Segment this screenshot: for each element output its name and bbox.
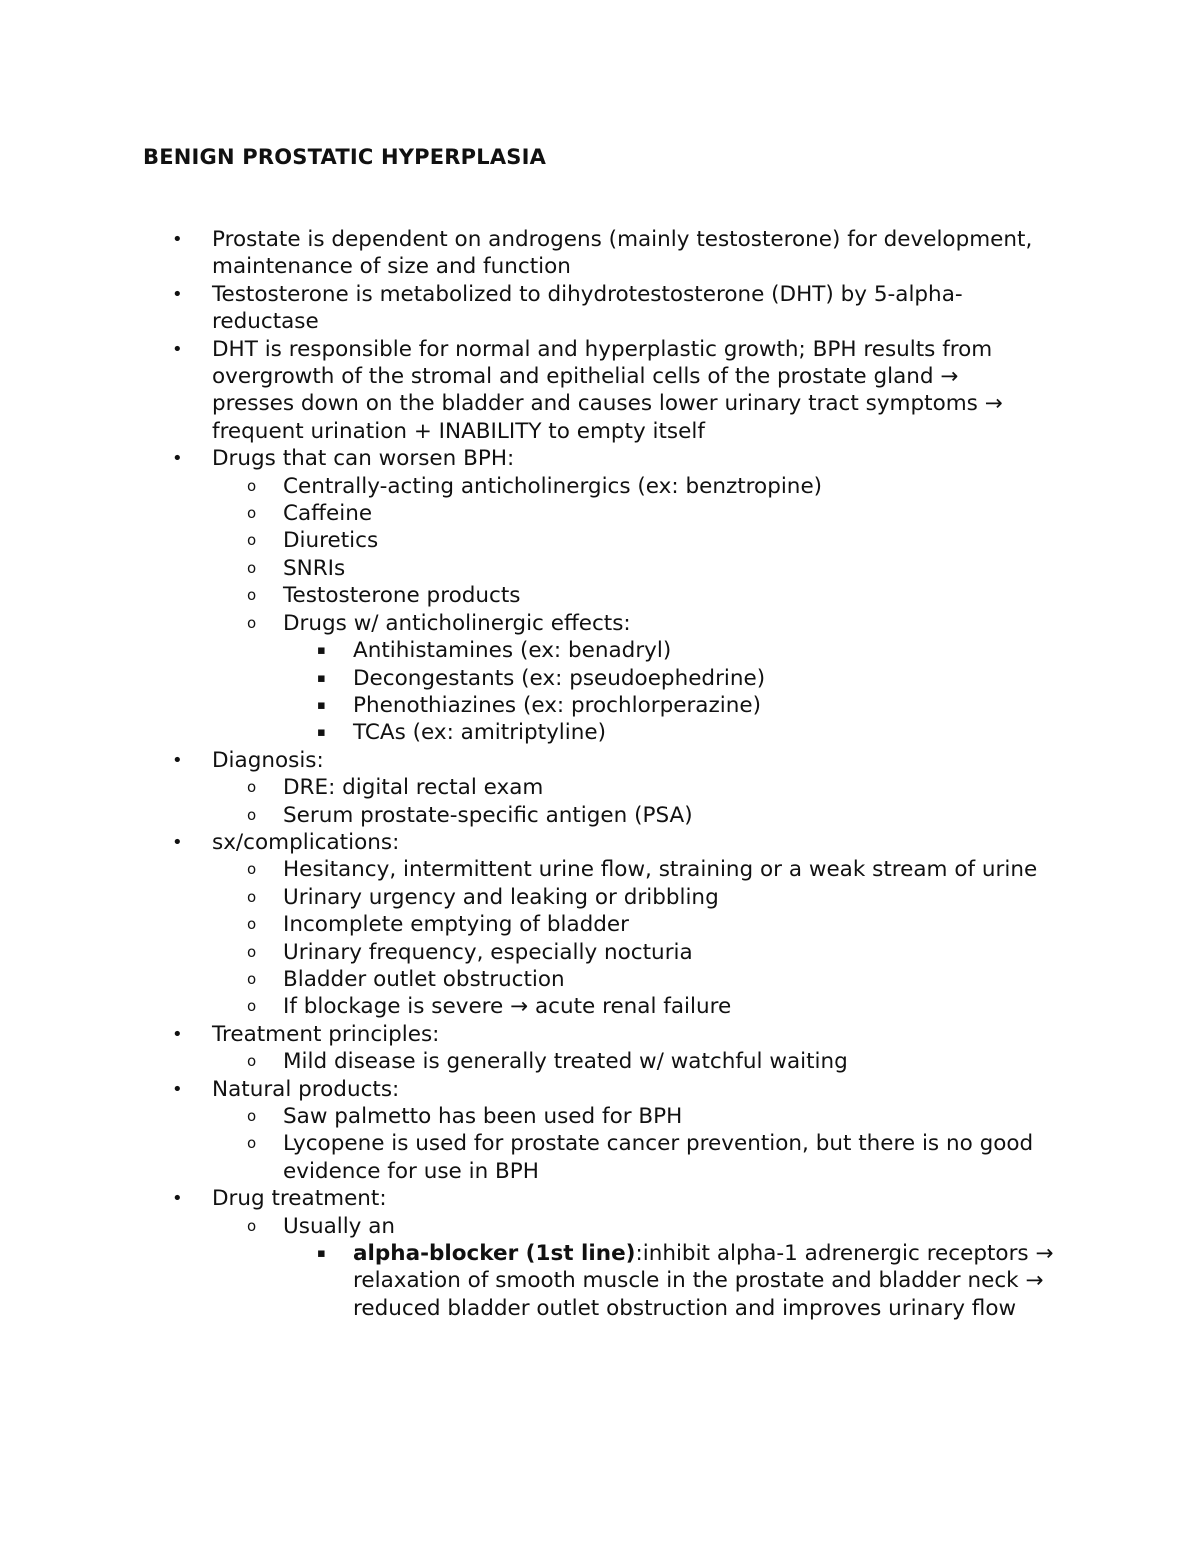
- sub-list-item: [0, 473, 1053, 500]
- list-item: [0, 747, 1042, 774]
- alpha-blocker-term: alpha-blocker (1st line): [353, 1241, 636, 1267]
- list-item: [0, 1185, 1042, 1212]
- circle-bullet-icon: o: [247, 969, 257, 988]
- bullet-icon: •: [172, 1023, 183, 1045]
- sub-list-item: [0, 939, 1053, 966]
- circle-bullet-icon: o: [247, 613, 257, 632]
- item-text: Urinary urgency and leaking or dribbling: [283, 884, 719, 910]
- circle-bullet-icon: o: [247, 997, 257, 1016]
- sub-list-item: [0, 856, 1053, 883]
- sub-list-item: [0, 802, 1053, 829]
- item-text: Treatment principles:: [212, 1021, 440, 1047]
- document-body: [0, 226, 1200, 1322]
- outline-list: [0, 226, 1200, 1322]
- item-text: Testosterone products: [283, 583, 521, 609]
- sub-list-item: [0, 774, 1053, 801]
- item-text: Usually an: [283, 1213, 396, 1239]
- sub-list-item: [0, 1130, 1053, 1185]
- bullet-icon: •: [172, 831, 183, 853]
- sub-list-item: [0, 1213, 1053, 1240]
- item-text: TCAs (ex: amitriptyline): [353, 720, 606, 746]
- sub-list-item: [0, 582, 1053, 609]
- sub-sub-list-item: [0, 665, 1063, 692]
- item-text: Decongestants (ex: pseudoephedrine): [353, 665, 766, 691]
- list-item: [0, 226, 1042, 281]
- list-item: [0, 445, 1042, 472]
- circle-bullet-icon: o: [247, 1052, 257, 1071]
- list-item: [0, 336, 1042, 446]
- list-item: [0, 1021, 1042, 1048]
- item-text: Caffeine: [283, 501, 373, 527]
- item-text: Incomplete emptying of bladder: [283, 912, 629, 938]
- bullet-icon: •: [172, 338, 183, 360]
- sub-list-item: [0, 1103, 1053, 1130]
- bullet-icon: •: [172, 283, 183, 305]
- sub-list-item: [0, 610, 1053, 637]
- item-text: Antihistamines (ex: benadryl): [353, 638, 672, 664]
- circle-bullet-icon: o: [247, 1134, 257, 1153]
- sub-list-item: [0, 1048, 1053, 1075]
- item-text: Diagnosis:: [212, 747, 324, 773]
- circle-bullet-icon: o: [247, 531, 257, 550]
- list-item: [0, 1076, 1042, 1103]
- circle-bullet-icon: o: [247, 504, 257, 523]
- item-text: Drug treatment:: [212, 1186, 387, 1212]
- bullet-icon: •: [172, 1078, 183, 1100]
- item-text: DRE: digital rectal exam: [283, 775, 544, 801]
- sub-sub-list-item: [0, 692, 1063, 719]
- item-text: Diuretics: [283, 528, 379, 554]
- circle-bullet-icon: o: [247, 805, 257, 824]
- item-text: Lycopene is used for prostate cancer prevention, but there is no good evidence for use in BPH: [283, 1131, 1034, 1184]
- list-item: [0, 281, 1042, 336]
- sub-list-item: [0, 966, 1053, 993]
- list-item: [0, 829, 1042, 856]
- square-bullet-icon: ▪: [317, 1246, 326, 1262]
- circle-bullet-icon: o: [247, 915, 257, 934]
- circle-bullet-icon: o: [247, 1216, 257, 1235]
- item-text: Saw palmetto has been used for BPH: [283, 1104, 683, 1129]
- circle-bullet-icon: o: [247, 942, 257, 961]
- item-text: Mild disease is generally treated w/ watchful waiting: [283, 1049, 848, 1075]
- sub-sub-list-item: [0, 1240, 1063, 1322]
- item-text: Drugs w/ anticholinergic effects:: [283, 610, 631, 636]
- sub-list-item: [0, 555, 1053, 582]
- sub-sub-list-item: [0, 719, 1063, 746]
- document-title: BENIGN PROSTATIC HYPERPLASIA: [143, 145, 547, 169]
- sub-list-item: [0, 500, 1053, 527]
- sub-list-item: [0, 911, 1053, 938]
- item-text: Centrally-acting anticholinergics (ex: benztropine): [283, 473, 823, 499]
- circle-bullet-icon: o: [247, 476, 257, 495]
- sub-list-item: [0, 884, 1053, 911]
- item-text: Bladder outlet obstruction: [283, 966, 565, 992]
- bullet-icon: •: [172, 749, 183, 771]
- square-bullet-icon: ▪: [317, 670, 326, 686]
- item-text: Natural products:: [212, 1076, 400, 1102]
- circle-bullet-icon: o: [247, 778, 257, 797]
- item-text: SNRIs: [283, 555, 346, 581]
- sub-list-item: [0, 993, 1053, 1020]
- circle-bullet-icon: o: [247, 1107, 257, 1125]
- square-bullet-icon: ▪: [317, 643, 326, 659]
- item-text: Hesitancy, intermittent urine flow, straining or a weak stream of urine: [283, 857, 1038, 883]
- item-text: Testosterone is metabolized to dihydrotestosterone (DHT) by 5-alpha-reductase: [212, 281, 963, 335]
- circle-bullet-icon: o: [247, 558, 257, 577]
- bullet-icon: •: [172, 229, 183, 250]
- item-text: Phenothiazines (ex: prochlorperazine): [353, 692, 761, 718]
- item-text: :inhibit alpha-1 adrenergic receptors → relaxation of smooth muscle in the prostate and bladder neck → reduced bladder outlet obstruction and improves urinary flow: [353, 1241, 1054, 1321]
- circle-bullet-icon: o: [247, 860, 257, 879]
- item-text: If blockage is severe → acute renal failure: [283, 994, 732, 1020]
- circle-bullet-icon: o: [247, 586, 257, 605]
- sub-sub-list-item: [0, 637, 1063, 664]
- item-text: Serum prostate-specific antigen (PSA): [283, 802, 693, 828]
- item-text: DHT is responsible for normal and hyperplastic growth; BPH results from overgrowth of the stromal and epithelial cells of the prostate gland → presses down on the bladder and causes lower urinary tract symptoms → frequent urination + INABILITY to empty itself: [212, 336, 1003, 444]
- circle-bullet-icon: o: [247, 887, 257, 906]
- item-text: Urinary frequency, especially nocturia: [283, 939, 693, 965]
- square-bullet-icon: ▪: [317, 725, 326, 741]
- square-bullet-icon: ▪: [317, 697, 326, 713]
- sub-list-item: [0, 527, 1053, 554]
- bullet-icon: •: [172, 1188, 183, 1210]
- bullet-icon: •: [172, 448, 183, 470]
- item-text: Prostate is dependent on androgens (mainly testosterone) for development, maintenance of size and function: [212, 227, 1033, 280]
- item-text: Drugs that can worsen BPH:: [212, 446, 515, 472]
- item-text: sx/complications:: [212, 829, 400, 855]
